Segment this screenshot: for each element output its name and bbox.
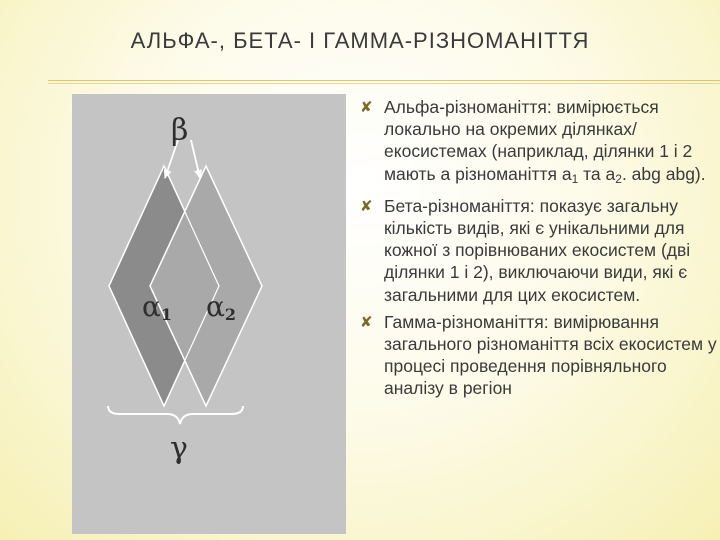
bullet-beta	[356, 195, 718, 306]
beta-symbol: β	[171, 113, 189, 148]
bullet-text: та a	[578, 163, 616, 184]
slide-title: АЛЬФА-, БЕТА- І ГАММА-РІЗНОМАНІТТЯ	[130, 28, 590, 53]
bullet-term: Альфа-різноманіття:	[384, 97, 552, 117]
beta-arrow-right	[191, 140, 200, 178]
bullet-subscript: 1	[571, 171, 579, 186]
bullet-text: вимірюється локально на окремих ділянках/екосистемах (наприклад, ділянки 1 і 2 мають a різноманіття a	[384, 97, 693, 184]
bullet-subscript: 2	[615, 171, 622, 186]
alpha2-symbol: α	[206, 290, 225, 323]
bullet-term: Бета-різноманіття:	[384, 195, 535, 216]
cross-bullet-icon: ✘	[360, 313, 373, 331]
diversity-diagram	[72, 94, 346, 534]
alpha1-symbol: α	[142, 290, 161, 323]
cross-bullet-icon: ✘	[360, 197, 373, 215]
bullet-list	[356, 96, 718, 400]
bullet-text: вимірювання загального різноманіття всіх екосистем у процесі проведення порівняльного аналізу в регіон	[384, 311, 717, 399]
alpha2-label	[206, 290, 237, 324]
bullet-text: . abg abg).	[621, 163, 706, 184]
bullet-term: Гамма-різноманіття:	[384, 311, 549, 332]
bullet-text: показує загальну кількість видів, які є унікальними для кожної з порівнюваних екосистем (дві ділянки 1 і 2), виключаючи види, які є загальними для цих екосистем.	[384, 195, 691, 305]
title-divider	[48, 80, 720, 84]
gamma-symbol: γ	[170, 431, 188, 466]
alpha2-index: 2	[224, 305, 237, 324]
bullet-alpha	[356, 96, 718, 190]
alpha1-label	[142, 290, 173, 324]
cross-bullet-icon: ✘	[360, 99, 373, 116]
alpha1-index: 1	[160, 305, 173, 324]
gamma-brace	[108, 406, 243, 424]
bullet-gamma	[356, 311, 718, 400]
